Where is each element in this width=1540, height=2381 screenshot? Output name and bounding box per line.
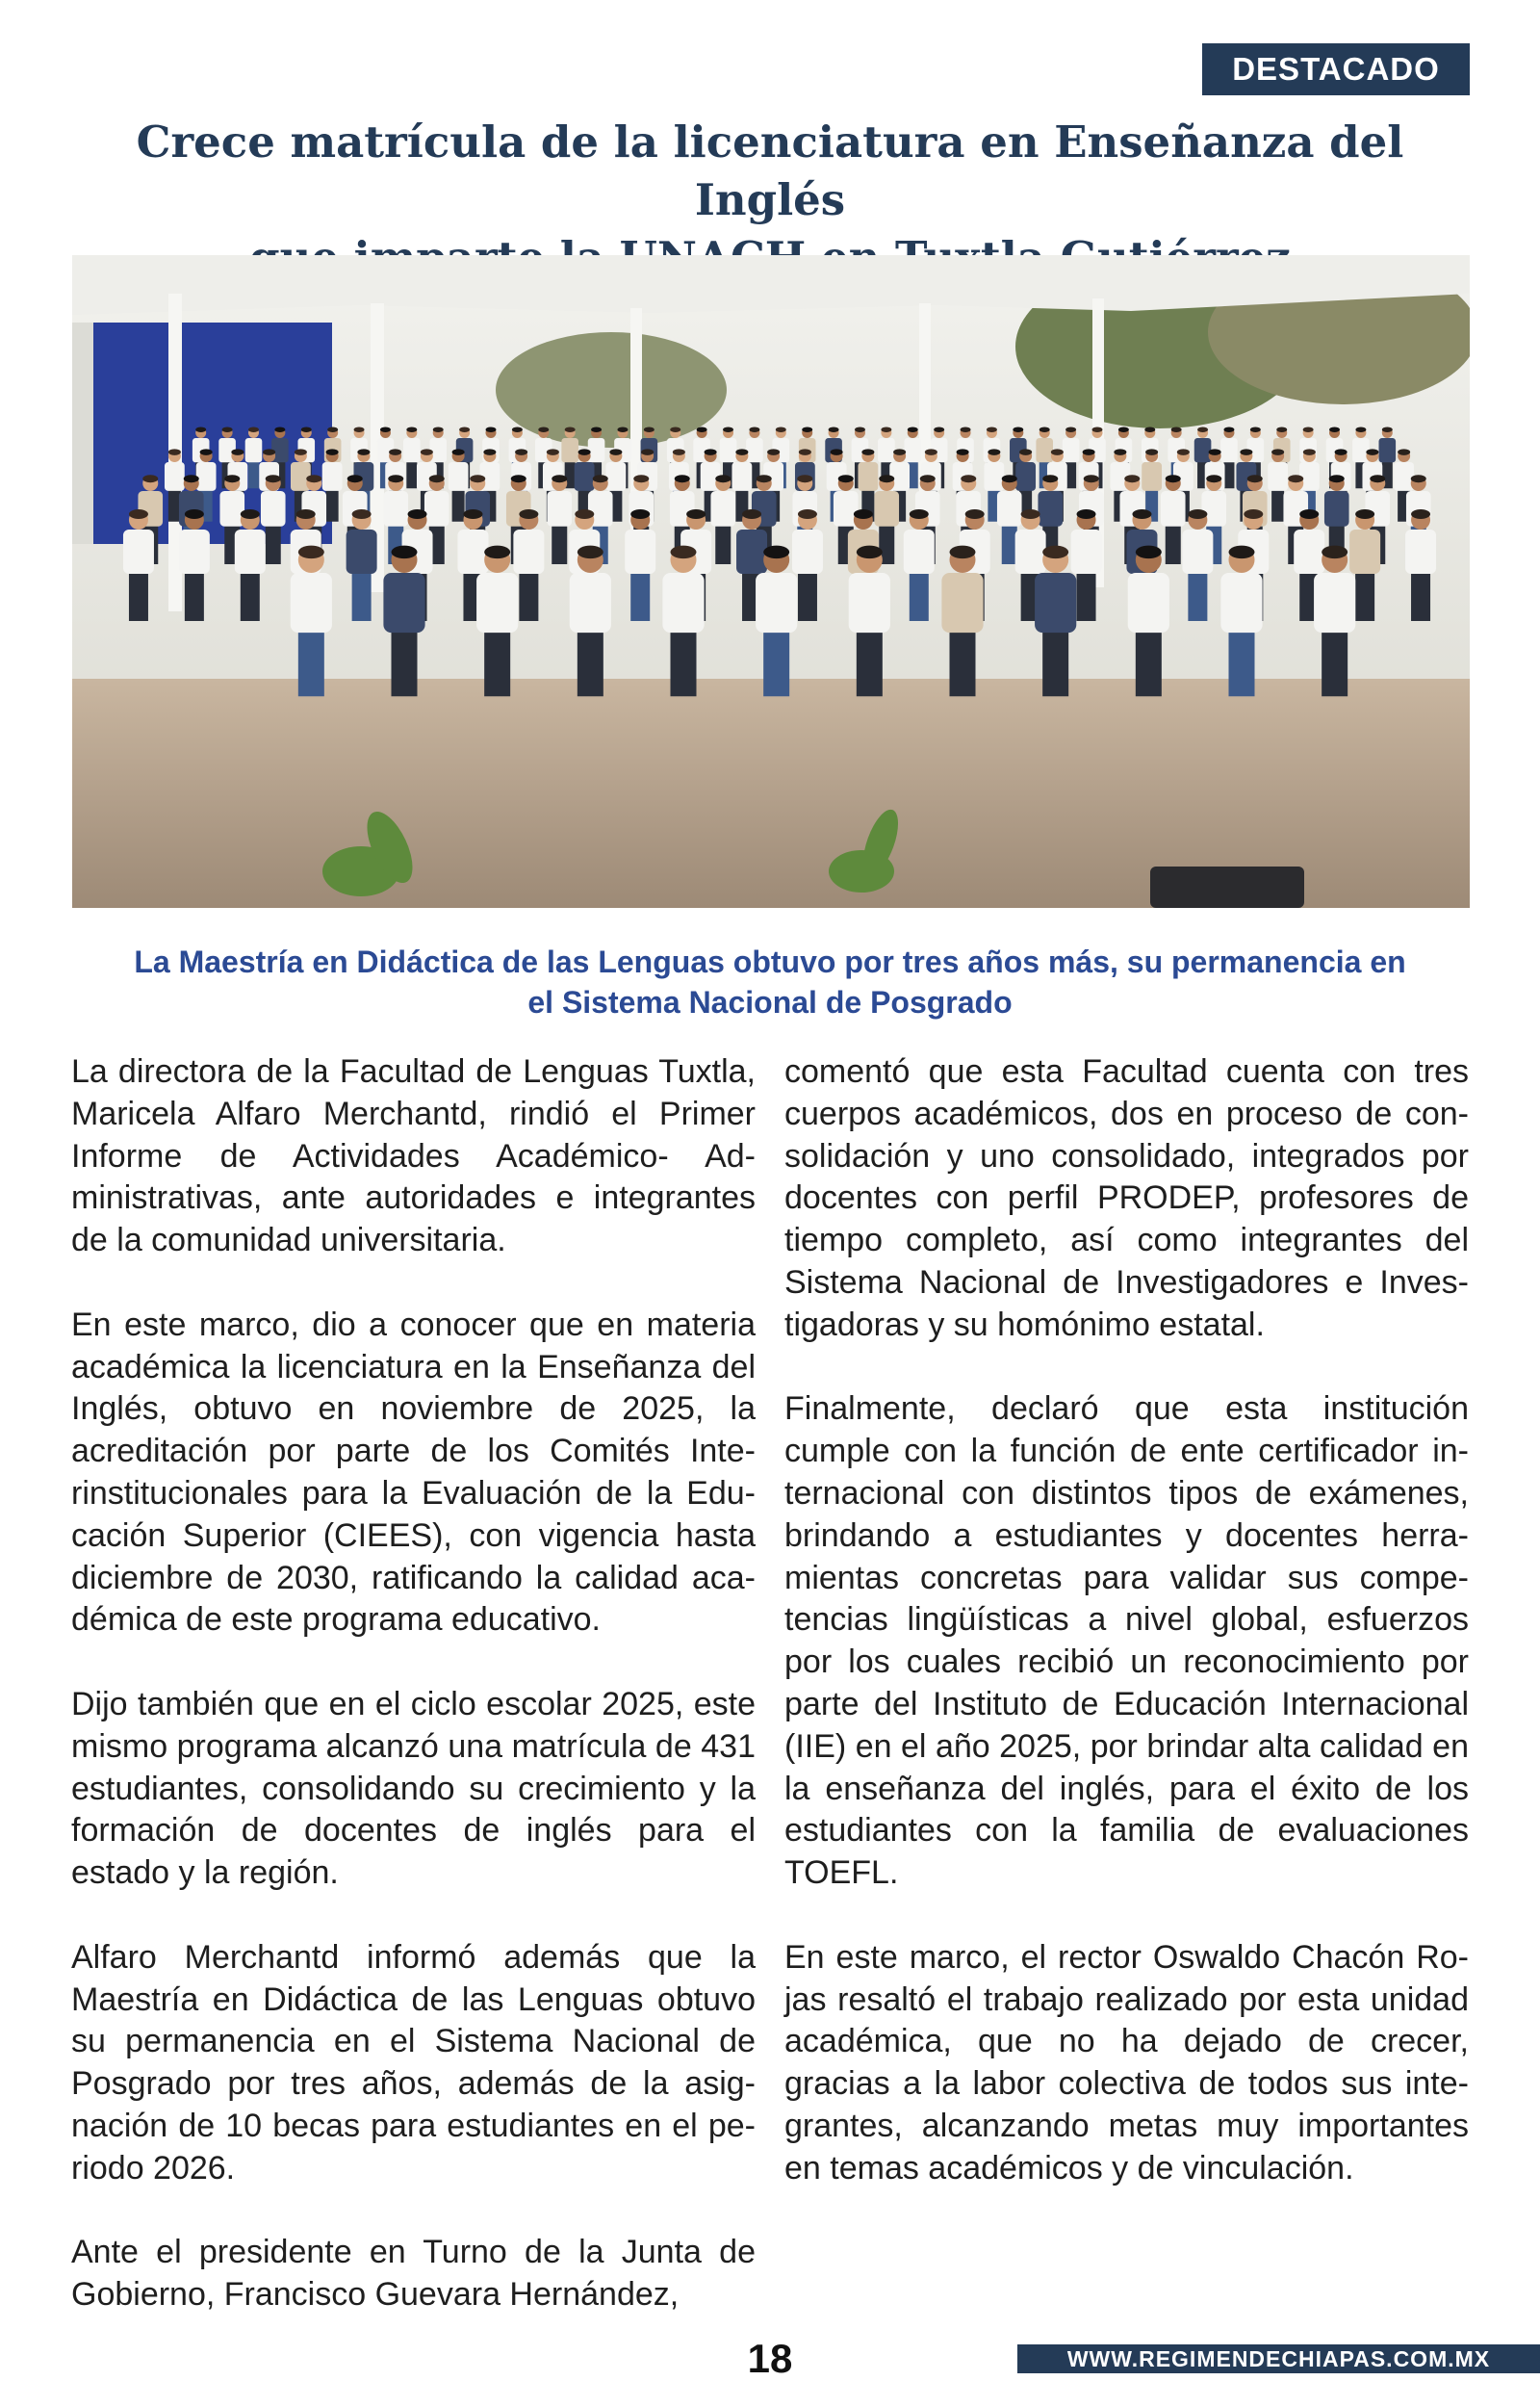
section-tag: DESTACADO [1202,43,1470,95]
article-paragraph: Finalmente, declaró que esta institución cumple con la función de ente certificador internacional con distintos tipos de exámenes, brindando a estudiantes y docentes herramientas concretas para validar sus competencias lingüísticas a nivel global, esfuerzos por los cuales recibió un reconocimiento por parte del Instituto de Educación Internacional (IIE) en el año 2025, por brindar alta calidad en la enseñanza del inglés, para el éxito de los estudiantes con la familia de evaluaciones TOEFL. [784,1390,1469,1892]
article-paragraph: En este marco, el rector Oswaldo Chacón Rojas resaltó el trabajo realizado por esta unidad académica, que no ha dejado de crecer, gracias a la labor colectiva de todos sus integrantes, alcanzando metas muy importantes en temas académicos y de vinculación. [784,1938,1469,2187]
article-column-right [784,1051,1469,2190]
article-column-left [71,1051,756,2316]
photo-caption [58,942,1482,1022]
caption-line-2: el Sistema Nacional de Posgrado [527,985,1013,1020]
website-link[interactable]: WWW.REGIMENDECHIAPAS.COM.MX [1017,2344,1540,2373]
article-paragraph: Dijo también que en el ciclo escolar 2025, este mismo programa alcanzó una matrícula de 431 estudiantes, consolidando su crecimiento y la formación de docentes de inglés para el estado y la región. [71,1685,756,1892]
headline-line-1: Crece matrícula de la licenciatura en Enseñanza del Inglés [136,116,1404,225]
article-paragraph: La directora de la Facultad de Lenguas Tuxtla, Maricela Alfaro Merchantd, rindió el Primer Informe de Actividades Académico- Administrativas, ante autoridades e integrantes de la comunidad universitaria. [71,1053,756,1259]
caption-line-1: La Maestría en Didáctica de las Lenguas obtuvo por tres años más, su permanencia en [134,945,1406,979]
page-number: 18 [747,2336,793,2381]
article-paragraph: comentó que esta Facultad cuenta con tres cuerpos académicos, dos en proceso de consolidación y uno consolidado, integrados por docentes con perfil PRODEP, profesores de tiempo completo, así como integrantes del Sistema Nacional de Investigadores e Investigadoras y su homónimo estatal. [784,1053,1469,1343]
article-paragraph: En este marco, dio a conocer que en materia académica la licenciatura en la Enseñanza del Inglés, obtuvo en noviembre de 2025, la acreditación por parte de los Comités Interinstitucionales para la Evaluación de la Educación Superior (CIEES), con vigencia hasta diciembre de 2030, ratificando la calidad académica de este programa educativo. [71,1306,756,1639]
group-photo-illustration [72,255,1470,908]
group-photo [72,255,1470,908]
article-paragraph: Ante el presidente en Turno de la Junta de Gobierno, Francisco Guevara Hernández, [71,2234,756,2314]
speaker-box [1150,867,1304,908]
article-paragraph: Alfaro Merchantd informó además que la Maestría en Didáctica de las Lenguas obtuvo su permanencia en el Sistema Nacional de Posgrado por tres años, además de la asignación de 10 becas para estudiantes en el periodo 2026. [71,1938,756,2187]
